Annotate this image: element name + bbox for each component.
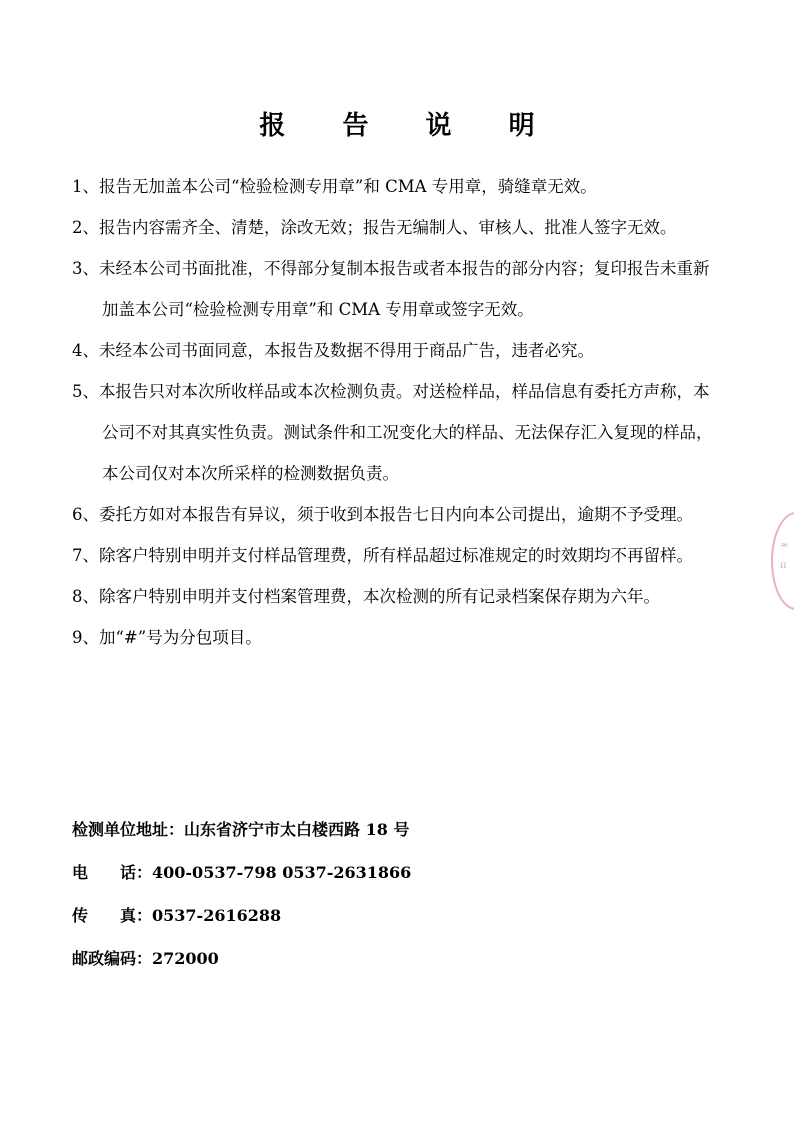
- postal-row: [72, 945, 672, 988]
- phone-row: [72, 859, 672, 902]
- phone-label: 电 话：: [72, 863, 153, 882]
- notes-list: [72, 166, 724, 658]
- fax-label: 传 真：: [72, 906, 153, 925]
- address-label: 检测单位地址：: [72, 820, 185, 839]
- note-item-7: 7、除客户特别申明并支付样品管理费，所有样品超过标准规定的时效期均不再留样。: [72, 546, 693, 565]
- seal-mark: ≈: [780, 540, 789, 551]
- fax-value: 0537-2616288: [152, 906, 282, 925]
- note-item-8: 8、除客户特别申明并支付档案管理费，本次检测的所有记录档案保存期为六年。: [72, 587, 660, 606]
- note-item-5: 5、本报告只对本次所收样品或本次检测负责。对送检样品，样品信息有委托方声称，本公司不对其真实性负责。测试条件和工况变化大的样品、无法保存汇入复现的样品，本公司仅对本次所采样的检测数据负责。: [72, 382, 713, 483]
- seal-mark: ıı: [780, 560, 787, 571]
- note-item-1: 1、报告无加盖本公司“检验检测专用章”和 CMA 专用章，骑缝章无效。: [72, 177, 597, 196]
- note-item-2: 2、报告内容需齐全、清楚，涂改无效；报告无编制人、审核人、批准人签字无效。: [72, 218, 677, 237]
- note-item-4: 4、未经本公司书面同意，本报告及数据不得用于商品广告，违者必究。: [72, 341, 594, 360]
- postal-value: 272000: [152, 949, 219, 968]
- postal-label: 邮政编码：: [72, 949, 153, 968]
- fax-row: [72, 902, 672, 945]
- note-item-3: 3、未经本公司书面批准，不得部分复制本报告或者本报告的部分内容；复印报告未重新加盖本公司“检验检测专用章”和 CMA 专用章或签字无效。: [72, 259, 710, 319]
- contact-info: [72, 816, 672, 988]
- phone-value: 400-0537-798 0537-2631866: [152, 863, 412, 882]
- note-item-6: 6、委托方如对本报告有异议，须于收到本报告七日内向本公司提出，逾期不予受理。: [72, 505, 693, 524]
- page-title: 报 告 说 明: [259, 111, 559, 141]
- address-value: 山东省济宁市太白楼西路 18 号: [184, 820, 410, 839]
- address-row: [72, 816, 672, 859]
- note-item-9: 9、加“#”号为分包项目。: [72, 628, 262, 647]
